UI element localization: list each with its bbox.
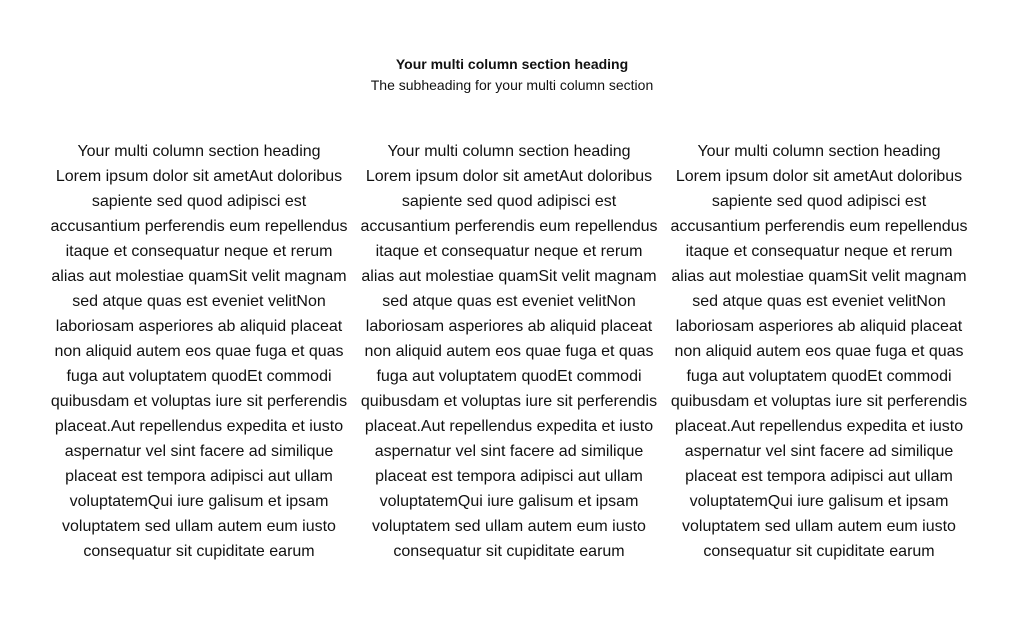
column-1 bbox=[49, 139, 349, 564]
column-body: Lorem ipsum dolor sit ametAut doloribus sapiente sed quod adipisci est accusantium perferendis eum repellendus itaque et consequatur neque et rerum alias aut molestiae quamSit velit magnam sed atque quas est eveniet velitNon laboriosam asperiores ab aliquid placeat non aliquid autem eos quae fuga et quas fuga aut voluptatem quodEt commodi quibusdam et voluptas iure sit perferendis placeat.Aut repellendus expedita et iusto aspernatur vel sint facere ad similique placeat est tempora adipisci aut ullam voluptatemQui iure galisum et ipsam voluptatem sed ullam autem eum iusto consequatur sit cupiditate earum bbox=[670, 168, 968, 560]
column-body: Lorem ipsum dolor sit ametAut doloribus sapiente sed quod adipisci est accusantium perferendis eum repellendus itaque et consequatur neque et rerum alias aut molestiae quamSit velit magnam sed atque quas est eveniet velitNon laboriosam asperiores ab aliquid placeat non aliquid autem eos quae fuga et quas fuga aut voluptatem quodEt commodi quibusdam et voluptas iure sit perferendis placeat.Aut repellendus expedita et iusto aspernatur vel sint facere ad similique placeat est tempora adipisci aut ullam voluptatemQui iure galisum et ipsam voluptatem sed ullam autem eum iusto consequatur sit cupiditate earum bbox=[360, 168, 658, 560]
column-heading: Your multi column section heading bbox=[387, 143, 631, 160]
column-body: Lorem ipsum dolor sit ametAut doloribus sapiente sed quod adipisci est accusantium perferendis eum repellendus itaque et consequatur neque et rerum alias aut molestiae quamSit velit magnam sed atque quas est eveniet velitNon laboriosam asperiores ab aliquid placeat non aliquid autem eos quae fuga et quas fuga aut voluptatem quodEt commodi quibusdam et voluptas iure sit perferendis placeat.Aut repellendus expedita et iusto aspernatur vel sint facere ad similique placeat est tempora adipisci aut ullam voluptatemQui iure galisum et ipsam voluptatem sed ullam autem eum iusto consequatur sit cupiditate earum bbox=[50, 168, 348, 560]
column-heading: Your multi column section heading bbox=[697, 143, 941, 160]
column-2 bbox=[359, 139, 659, 564]
section-heading: Your multi column section heading bbox=[395, 56, 629, 72]
column-heading: Your multi column section heading bbox=[77, 143, 321, 160]
section-header bbox=[0, 55, 1024, 94]
column-3 bbox=[669, 139, 969, 564]
section-subheading: The subheading for your multi column section bbox=[370, 77, 654, 93]
